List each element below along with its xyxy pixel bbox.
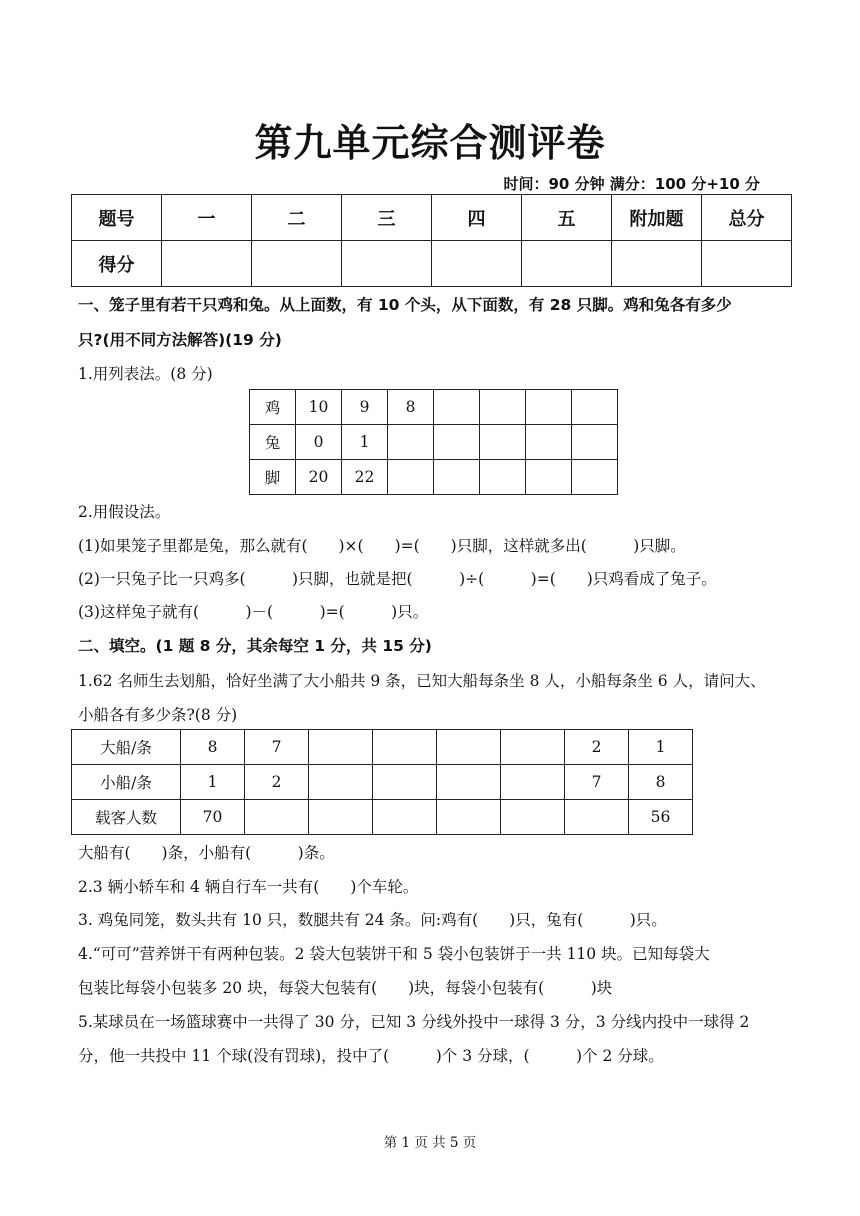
table-cell: 0 [296,425,342,460]
table-cell[interactable] [309,765,373,800]
table-row [72,730,693,765]
table-cell[interactable] [565,800,629,835]
score-row-label: 得分 [72,241,162,287]
score-table-header-row [72,195,792,241]
score-table-score-row [72,241,792,287]
table-cell: 脚 [250,460,296,495]
table-cell: 56 [629,800,693,835]
score-cell[interactable] [522,241,612,287]
score-cell[interactable] [432,241,522,287]
table-cell: 1 [181,765,245,800]
table-cell: 7 [565,765,629,800]
table-cell[interactable] [437,730,501,765]
section1-q1-label: 1.用列表法。(8 分) [78,365,213,383]
section2-q3: 3. 鸡兔同笼，数头共有 10 只，数腿共有 24 条。问:鸡有( )只，兔有( )只。 [78,911,667,929]
table-cell: 1 [629,730,693,765]
section1-q2-label: 2.用假设法。 [78,503,171,521]
table-cell: 8 [629,765,693,800]
table-cell: 22 [342,460,388,495]
score-header-cell: 二 [252,195,342,241]
section1-heading-line1: 一、笼子里有若干只鸡和兔。从上面数，有 10 个头，从下面数，有 28 只脚。鸡和兔各有多少 [78,296,732,314]
table-cell[interactable] [309,730,373,765]
section2-q1-line1: 1.62 名师生去划船，恰好坐满了大小船共 9 条，已知大船每条坐 8 人，小船每条坐 6 人，请问大、 [78,672,766,690]
score-header-cell: 附加题 [612,195,702,241]
table-cell: 小船/条 [72,765,181,800]
table-cell: 20 [296,460,342,495]
table-cell[interactable] [434,390,480,425]
table-cell[interactable] [309,800,373,835]
score-header-cell: 一 [162,195,252,241]
table-cell[interactable] [480,390,526,425]
score-header-cell: 四 [432,195,522,241]
table-cell[interactable] [501,800,565,835]
section1-heading-line2: 只?(用不同方法解答)(19 分) [78,331,282,349]
score-header-cell: 题号 [72,195,162,241]
table-row [250,390,618,425]
score-header-cell: 总分 [702,195,792,241]
table-cell: 10 [296,390,342,425]
table-cell: 载客人数 [72,800,181,835]
table-cell: 大船/条 [72,730,181,765]
score-table [71,194,792,287]
table-row [250,460,618,495]
table-cell: 8 [181,730,245,765]
table-cell[interactable] [245,800,309,835]
table-row [72,800,693,835]
section2-q1-line2: 小船各有多少条?(8 分) [78,706,238,724]
section2-q5-line1: 5.某球员在一场篮球赛中一共得了 30 分，已知 3 分线外投中一球得 3 分，3 分线内投中一球得 2 [78,1013,750,1031]
table-cell: 鸡 [250,390,296,425]
score-header-cell: 三 [342,195,432,241]
boat-list-table [71,729,693,835]
section1-q2-part1: (1)如果笼子里都是兔，那么就有( )×( )=( )只脚，这样就多出( )只脚。 [78,537,686,555]
table-cell: 8 [388,390,434,425]
table-cell[interactable] [434,425,480,460]
table-cell[interactable] [373,765,437,800]
table-cell: 7 [245,730,309,765]
table-cell[interactable] [501,765,565,800]
table-cell[interactable] [501,730,565,765]
table-cell[interactable] [480,460,526,495]
table-cell[interactable] [526,460,572,495]
section2-q1-answer: 大船有( )条，小船有( )条。 [78,844,335,862]
table-cell[interactable] [480,425,526,460]
table-cell: 2 [245,765,309,800]
page-title: 第九单元综合测评卷 [254,121,606,165]
section2-q2: 2.3 辆小轿车和 4 辆自行车一共有( )个车轮。 [78,878,419,896]
table-cell[interactable] [388,425,434,460]
score-header-cell: 五 [522,195,612,241]
table-cell: 兔 [250,425,296,460]
table-cell: 1 [342,425,388,460]
table-cell[interactable] [437,800,501,835]
page-footer: 第 1 页 共 5 页 [383,1135,477,1151]
table-row [250,425,618,460]
table-cell[interactable] [526,425,572,460]
table-cell[interactable] [434,460,480,495]
section2-q4-line2: 包装比每袋小包装多 20 块，每袋大包装有( )块，每袋小包装有( )块 [78,979,613,997]
table-cell[interactable] [373,730,437,765]
time-and-score-info: 时间：90 分钟 满分：100 分+10 分 [503,175,760,193]
section2-q4-line1: 4.“可可”营养饼干有两种包装。2 袋大包装饼干和 5 袋小包装饼于一共 110 块。已知每袋大 [78,945,710,963]
table-cell: 2 [565,730,629,765]
table-row [72,765,693,800]
section2-q5-line2: 分，他一共投中 11 个球(没有罚球)，投中了( )个 3 分球，( )个 2 分球。 [78,1047,664,1065]
score-cell[interactable] [342,241,432,287]
table-cell: 70 [181,800,245,835]
section1-q2-part3: (3)这样兔子就有( )－( )=( )只。 [78,603,429,621]
section1-q2-part2: (2)一只兔子比一只鸡多( )只脚，也就是把( )÷( )=( )只鸡看成了兔子。 [78,570,717,588]
table-cell[interactable] [388,460,434,495]
score-cell[interactable] [252,241,342,287]
score-cell[interactable] [162,241,252,287]
score-cell[interactable] [702,241,792,287]
table-cell: 9 [342,390,388,425]
table-cell[interactable] [572,460,618,495]
score-cell[interactable] [612,241,702,287]
table-cell[interactable] [526,390,572,425]
table-cell[interactable] [572,425,618,460]
table-cell[interactable] [572,390,618,425]
section2-heading: 二、填空。(1 题 8 分，其余每空 1 分，共 15 分) [78,637,432,655]
chicken-rabbit-list-table [249,389,618,495]
table-cell[interactable] [373,800,437,835]
table-cell[interactable] [437,765,501,800]
